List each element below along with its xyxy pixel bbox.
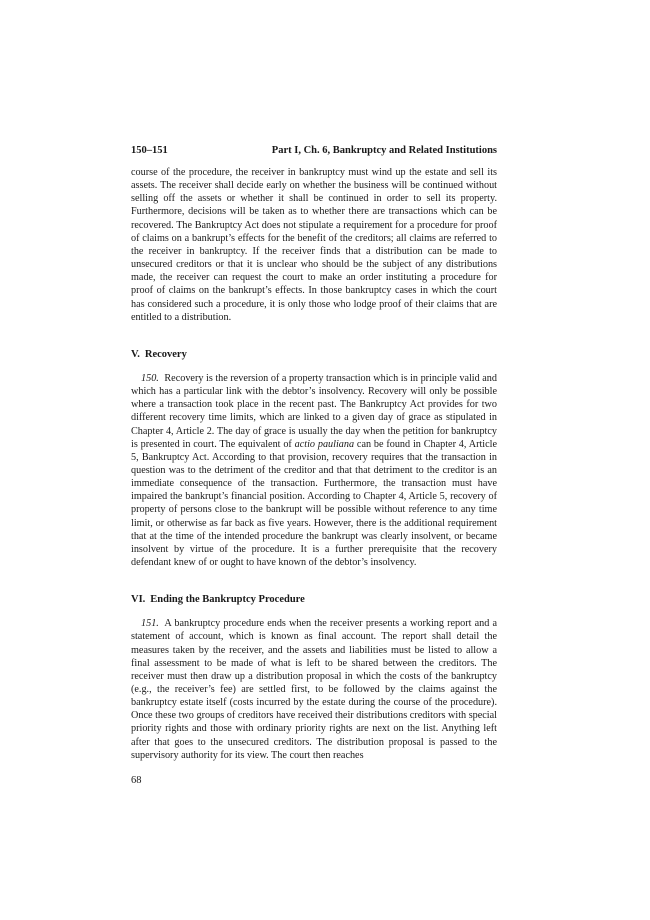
continuation-paragraph: course of the procedure, the receiver in bankruptcy must wind up the estate and sell its assets. The receiver shall decide early on whether the business will be continued without selling off the assets or whether it shall be continued in order to sell its property. Furthermore, decisions will be taken as to whether there are transactions which can be recovered. The Bankruptcy Act does not stipulate a requirement for a procedure for proof of claims on a bankrupt’s effects for the benefit of the creditors; all claims are referred to the receiver in bankruptcy. If the receiver finds that a distribution can be made to unsecured creditors or that it is unclear who should be the subject of any distributions made, the receiver can request the court to make an order instituting a procedure for proof of claims on the bankrupt’s effects. In those bankruptcy cases in which the court has considered such a procedure, it is only those who lodge proof of their claims that are entitled to a distribution. xyxy=(131,167,497,323)
section-heading-recovery xyxy=(131,348,497,362)
latin-term: actio pauliana xyxy=(294,438,355,450)
section-number: V. xyxy=(131,348,140,360)
paragraph-150 xyxy=(131,372,497,569)
section-title: Recovery xyxy=(144,348,187,360)
section-number: VI. xyxy=(131,594,146,606)
running-head-paragraph-range: 150–151 xyxy=(131,145,168,156)
paragraph-number: 151. xyxy=(141,618,159,630)
paragraph-text-continued: can be found in Chapter 4, Article 5, Bankruptcy Act. According to that provision, recovery requires that the transaction in question was to the detriment of the creditor and that that detriment to the creditor is an immediate consequence of the transaction. Furthermore, the transaction must have impaired the bankrupt’s financial position. According to Chapter 4, Article 5, recovery of property of persons close to the bankrupt will be possible without reference to any time limit, or otherwise as far back as five years. However, there is the additional requirement that at the time of the intended procedure the bankrupt was clearly insolvent, or became insolvent by virtue of the procedure. It is a further prerequisite that the recovery defendant knew of or ought to have known of the debtor’s insolvency. xyxy=(131,438,497,569)
running-head-chapter-title: Part I, Ch. 6, Bankruptcy and Related Institutions xyxy=(271,145,497,156)
running-head xyxy=(131,144,497,158)
page-number: 68 xyxy=(131,774,142,786)
paragraph-text: A bankruptcy procedure ends when the receiver presents a working report and a statement of account, which is known as final account. The report shall detail the measures taken by the receiver, and the assets and liabilities must be listed to allow a final assessment to be made of what is left to be shared between the creditors. The receiver must then draw up a distribution proposal in which the costs of the bankruptcy (e.g., the receiver’s fee) are settled first, to be followed by the claims against the bankruptcy estate itself (costs incurred by the estate during the course of the procedure). Once these two groups of creditors have received their distributions creditors with special priority rights and those with ordinary priority rights are next on the list. Anything left after that goes to the unsecured creditors. The distribution proposal is passed to the supervisory authority for its view. The court then reaches xyxy=(131,618,497,761)
section-title: Ending the Bankruptcy Procedure xyxy=(150,594,305,606)
section-heading-ending-bankruptcy xyxy=(131,593,497,607)
paragraph-text: Recovery is the reversion of a property transaction which is in principle valid and which has a particular link with the debtor’s insolvency. Recovery will only be possible where a transaction took place in the recent past. The Bankruptcy Act provides for two different recovery time limits, which are linked to a given day of grace as stipulated in Chapter 4, Article 2. The day of grace is usually the day when the petition for bankruptcy is presented in court. The equivalent of xyxy=(131,372,497,450)
paragraph-number: 150. xyxy=(141,372,159,384)
document-page xyxy=(131,144,497,788)
paragraph-151 xyxy=(131,617,497,762)
